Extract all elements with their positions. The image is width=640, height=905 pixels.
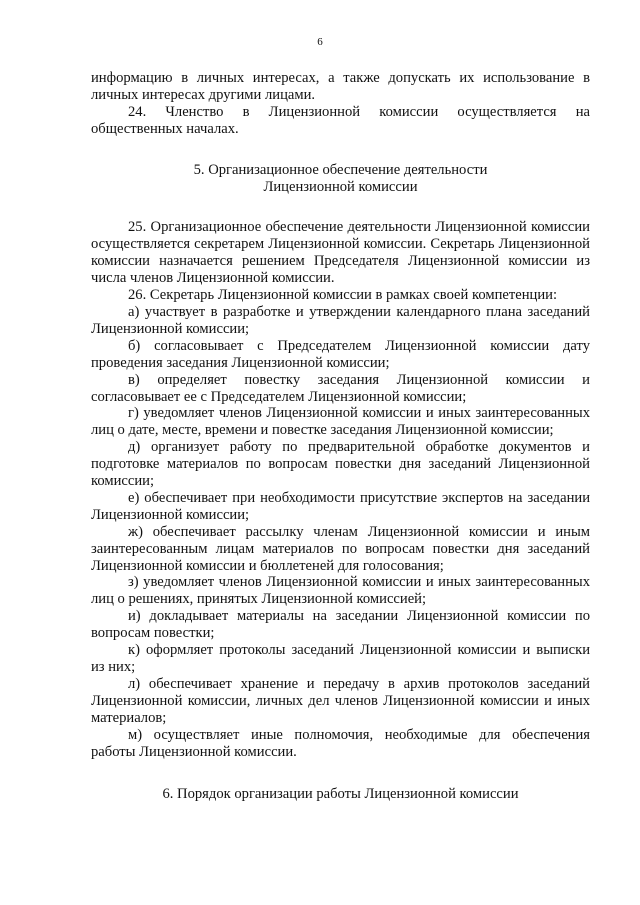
section-5-heading (91, 162, 590, 196)
paragraph-24: 24. Членство в Лицензионной комиссии осуществляется на общественных началах. (91, 103, 590, 137)
list-item-l: л) обеспечивает хранение и передачу в архив протоколов заседаний Лицензионной комиссии, личных дел членов Лицензионной комиссии и иных материалов; (91, 675, 590, 726)
list-item-i: и) докладывает материалы на заседании Лицензионной комиссии по вопросам повестки; (91, 608, 590, 642)
document-body (91, 70, 590, 803)
section-6-heading: 6. Порядок организации работы Лицензионной комиссии (162, 786, 519, 803)
paragraph-continuation: информацию в личных интересах, а также допускать их использование в личных интересах другими лицами. (91, 70, 590, 103)
section-5-heading-line-1: 5. Организационное обеспечение деятельности (193, 161, 488, 178)
paragraph-25: 25. Организационное обеспечение деятельности Лицензионной комиссии осуществляется секретарем Лицензионной комиссии. Секретарь Лицензионной комиссии назначается решением Председателя Лицензионной комиссии из числа членов Лицензионной комиссии. (91, 219, 590, 287)
paragraph-26: 26. Секретарь Лицензионной комиссии в рамках своей компетенции: (128, 287, 558, 304)
list-item-g: г) уведомляет членов Лицензионной комиссии и иных заинтересованных лиц о дате, месте, времени и повестке заседания Лицензионной комиссии; (91, 405, 590, 439)
page-number: 6 (317, 36, 323, 48)
list-item-e: е) обеспечивает при необходимости присутствие экспертов на заседании Лицензионной комиссии; (91, 489, 590, 523)
list-item-zh: ж) обеспечивает рассылку членам Лицензионной комиссии и иным заинтересованным лицам материалов по вопросам повестки дня заседаний Лицензионной комиссии и бюллетеней для голосования; (91, 523, 590, 574)
list-item-a: а) участвует в разработке и утверждении календарного плана заседаний Лицензионной комиссии; (91, 303, 590, 337)
list-item-z: з) уведомляет членов Лицензионной комиссии и иных заинтересованных лиц о решениях, принятых Лицензионной комиссией; (91, 574, 590, 608)
section-5-heading-line-2: Лицензионной комиссии (263, 178, 418, 195)
list-item-b: б) согласовывает с Председателем Лицензионной комиссии дату проведения заседания Лицензионной комиссии; (91, 337, 590, 371)
list-item-k: к) оформляет протоколы заседаний Лицензионной комиссии и выписки из них; (91, 642, 590, 675)
list-item-d: д) организует работу по предварительной обработке документов и подготовке материалов по вопросам повестки дня заседаний Лицензионной комиссии; (91, 439, 590, 490)
list-item-m: м) осуществляет иные полномочия, необходимые для обеспечения работы Лицензионной комиссии. (91, 726, 590, 760)
list-item-v: в) определяет повестку заседания Лицензионной комиссии и согласовывает ее с Председателем Лицензионной комиссии; (91, 371, 590, 405)
